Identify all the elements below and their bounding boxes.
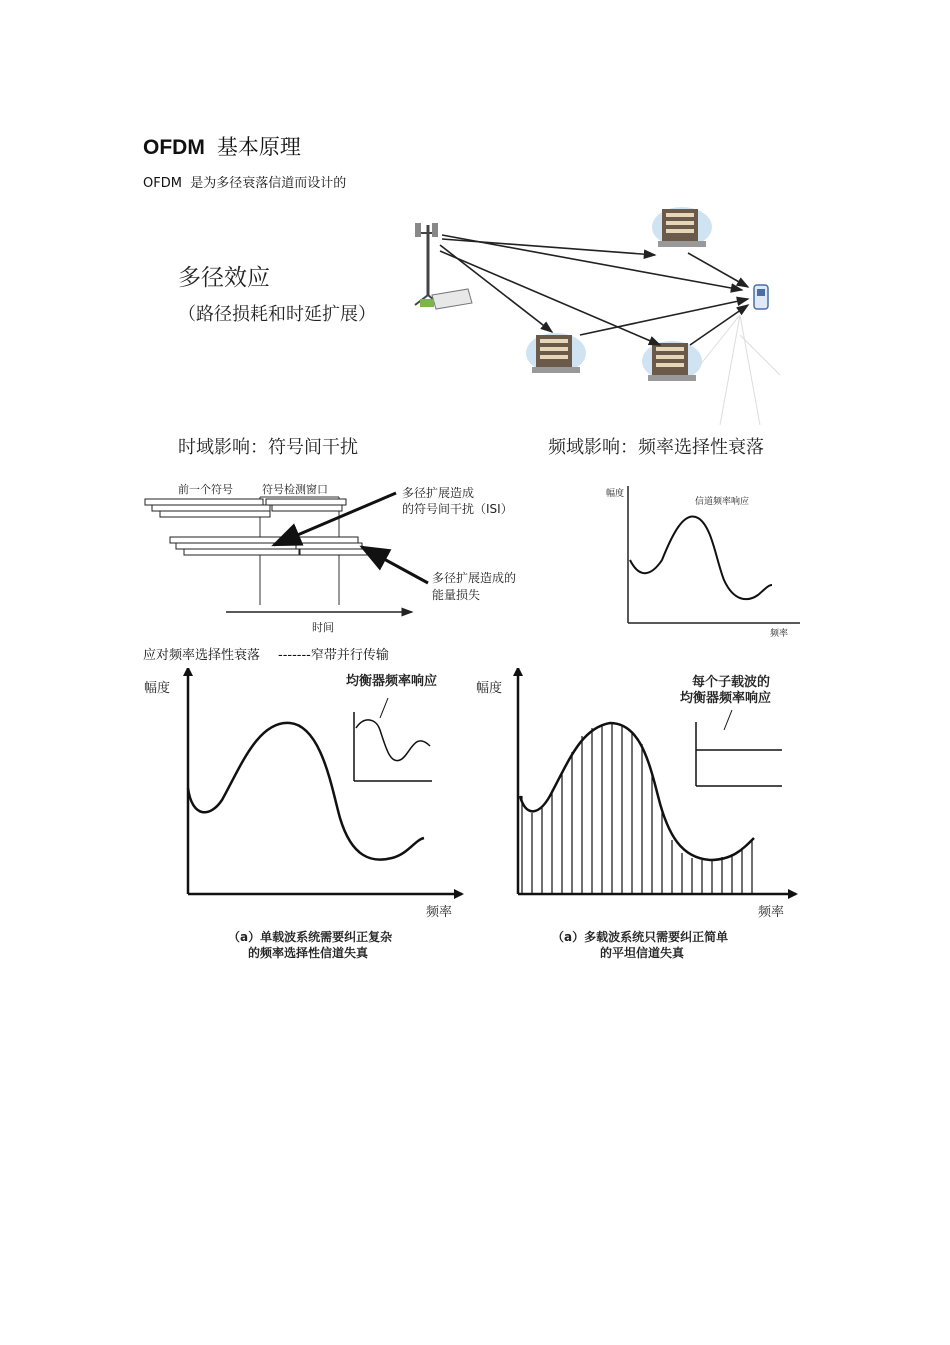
signal-paths xyxy=(440,235,748,345)
loss-label-1: 多径扩展造成的 xyxy=(432,571,517,585)
multi-carrier-curve xyxy=(520,723,754,860)
single-carrier-curve xyxy=(188,723,424,860)
loss-label-2: 能量损失 xyxy=(432,588,481,602)
panel-b-caption-1: （a）多载波系统只需要纠正简单 xyxy=(552,930,729,944)
multipath-subtitle: （路径损耗和时延扩展） xyxy=(178,304,376,325)
freq-response-chart xyxy=(600,480,810,640)
panel-a-inset-label: 均衡器频率响应 xyxy=(346,674,438,689)
mobile-phone-icon xyxy=(754,285,768,309)
panel-b-inset-1: 每个子载波的 xyxy=(692,675,771,690)
equalizer-curve xyxy=(356,720,430,761)
time-domain-heading: 时域影响：符号间干扰 xyxy=(178,437,358,458)
isi-diagram xyxy=(140,475,560,635)
freq-curve-label: 信道频率响应 xyxy=(695,497,750,507)
single-carrier-panel xyxy=(140,668,480,968)
prev-symbol-label: 前一个符号 xyxy=(178,483,233,496)
panel-b-x-label: 频率 xyxy=(758,905,785,920)
time-axis-label: 时间 xyxy=(312,621,334,634)
freq-domain-heading: 频域影响：频率选择性衰落 xyxy=(548,437,764,458)
section-caption: 应对频率选择性衰落 -------窄带并行传输 xyxy=(143,648,389,663)
multipath-diagram xyxy=(0,195,950,440)
panel-b-inset-2: 均衡器频率响应 xyxy=(680,691,772,706)
building-icon-left xyxy=(526,333,586,373)
isi-label-1: 多径扩展造成 xyxy=(402,486,475,500)
symbol-bars xyxy=(145,499,370,555)
page-title: OFDM 基本原理 xyxy=(143,135,301,159)
panel-b-y-label: 幅度 xyxy=(476,681,503,696)
panel-a-caption-1: （a）单载波系统需要纠正复杂 xyxy=(228,930,393,944)
freq-x-label: 频率 xyxy=(770,629,789,639)
panel-b-caption-2: 的平坦信道失真 xyxy=(600,946,685,960)
panel-a-caption-2: 的频率选择性信道失真 xyxy=(248,946,369,960)
isi-label-2: 的符号间干扰（ISI） xyxy=(402,502,513,516)
panel-a-x-label: 频率 xyxy=(426,905,453,920)
multi-carrier-panel xyxy=(470,668,810,968)
panel-a-y-label: 幅度 xyxy=(144,681,171,696)
freq-y-label: 幅度 xyxy=(606,489,625,499)
subtitle: OFDM 是为多径衰落信道而设计的 xyxy=(143,176,347,191)
building-icon-right xyxy=(642,341,702,381)
building-icon-top xyxy=(652,207,712,247)
channel-response-curve xyxy=(630,516,772,599)
multipath-title: 多径效应 xyxy=(178,265,270,291)
detect-window-label: 符号检测窗口 xyxy=(262,483,328,496)
